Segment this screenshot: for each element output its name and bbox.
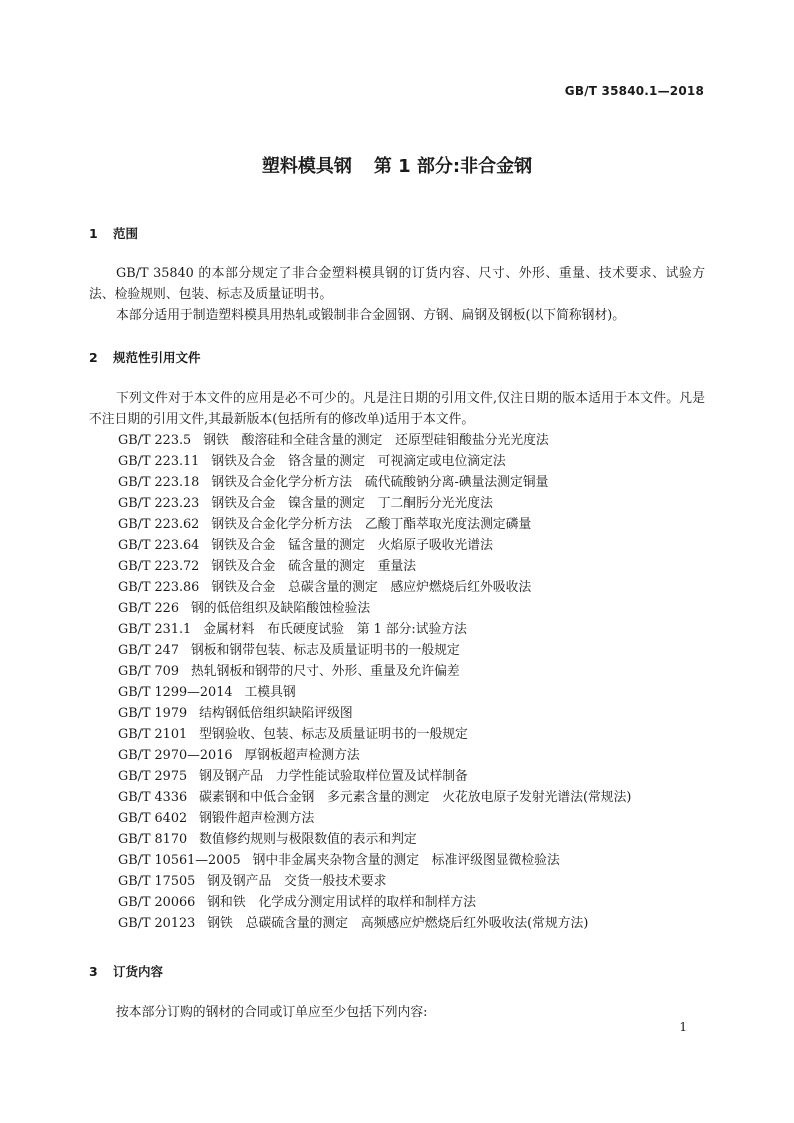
section-title: 规范性引用文件 (113, 350, 201, 365)
reference-code: GB/T 2975 (118, 769, 188, 784)
standard-number: GB/T 35840.1—2018 (564, 84, 704, 98)
reference-item (118, 829, 631, 850)
section-heading-order-content (89, 962, 163, 980)
reference-title: 结构钢低倍组织缺陷评级图 (199, 706, 353, 721)
document-title (0, 152, 794, 178)
reference-code: GB/T 223.11 (118, 454, 200, 469)
reference-item (118, 787, 631, 808)
reference-item (118, 661, 631, 682)
reference-item (118, 871, 631, 892)
reference-title: 钢铁 总碳硫含量的测定 高频感应炉燃烧后红外吸收法(常规方法) (207, 916, 589, 931)
reference-item (118, 556, 631, 577)
section-number: 3 (89, 964, 98, 979)
reference-title: 钢及钢产品 交货一般技术要求 (207, 874, 387, 889)
page-number: 1 (679, 1020, 687, 1034)
reference-title: 钢的低倍组织及缺陷酸蚀检验法 (190, 601, 371, 616)
reference-code: GB/T 223.5 (118, 433, 192, 448)
reference-item (118, 892, 631, 913)
reference-title: 热轧钢板和钢带的尺寸、外形、重量及允许偏差 (190, 664, 460, 679)
reference-code: GB/T 4336 (118, 790, 188, 805)
reference-item (118, 430, 631, 451)
section-title: 范围 (113, 226, 139, 241)
reference-code: GB/T 17505 (118, 874, 196, 889)
reference-code: GB/T 10561—2005 (118, 853, 241, 868)
reference-code: GB/T 231.1 (118, 622, 192, 637)
section-heading-normative-references (89, 348, 201, 366)
reference-title: 钢及钢产品 力学性能试验取样位置及试样制备 (199, 769, 468, 784)
reference-title: 钢铁及合金化学分析方法 乙酸丁酯萃取光度法测定磷量 (211, 517, 532, 532)
reference-code: GB/T 223.72 (118, 559, 200, 574)
reference-item (118, 472, 631, 493)
reference-title: 钢板和钢带包装、标志及质量证明书的一般规定 (190, 643, 460, 658)
reference-title: 数值修约规则与极限数值的表示和判定 (199, 832, 417, 847)
reference-title: 钢铁及合金 硫含量的测定 重量法 (211, 559, 417, 574)
reference-title: 钢锻件超声检测方法 (199, 811, 315, 826)
reference-title: 金属材料 布氏硬度试验 第 1 部分:试验方法 (203, 622, 467, 637)
reference-title: 钢中非金属夹杂物含量的测定 标准评级图显微检验法 (252, 853, 560, 868)
section-title: 订货内容 (113, 964, 164, 979)
reference-item (118, 808, 631, 829)
reference-title: 工模具钢 (244, 685, 296, 700)
reference-list (118, 430, 631, 934)
reference-item (118, 640, 631, 661)
title-main: 塑料模具钢 (261, 156, 352, 177)
reference-item (118, 598, 631, 619)
reference-code: GB/T 223.18 (118, 475, 200, 490)
title-part: 第 1 部分:非合金钢 (373, 156, 533, 177)
section-number: 1 (89, 226, 98, 241)
reference-code: GB/T 223.86 (118, 580, 200, 595)
reference-item (118, 619, 631, 640)
reference-code: GB/T 20066 (118, 895, 196, 910)
reference-title: 厚钢板超声检测方法 (244, 748, 360, 763)
scope-paragraph-2: 本部分适用于制造塑料模具用热轧或锻制非合金圆钢、方钢、扁钢及钢板(以下简称钢材)。 (116, 308, 626, 323)
reference-item (118, 577, 631, 598)
reference-code: GB/T 709 (118, 664, 179, 679)
reference-code: GB/T 1979 (118, 706, 188, 721)
reference-title: 碳素钢和中低合金钢 多元素含量的测定 火花放电原子发射光谱法(常规法) (199, 790, 632, 805)
reference-item (118, 682, 631, 703)
reference-title: 钢和铁 化学成分测定用试样的取样和制样方法 (207, 895, 476, 910)
reference-item (118, 766, 631, 787)
reference-item (118, 493, 631, 514)
reference-item (118, 724, 631, 745)
reference-item (118, 745, 631, 766)
reference-title: 钢铁及合金 镍含量的测定 丁二酮肟分光光度法 (211, 496, 493, 511)
reference-code: GB/T 226 (118, 601, 179, 616)
reference-code: GB/T 1299—2014 (118, 685, 233, 700)
section-number: 2 (89, 350, 98, 365)
reference-item (118, 514, 631, 535)
reference-code: GB/T 6402 (118, 811, 188, 826)
reference-code: GB/T 247 (118, 643, 179, 658)
reference-code: GB/T 20123 (118, 916, 196, 931)
reference-title: 钢铁及合金 铬含量的测定 可视滴定或电位滴定法 (211, 454, 506, 469)
section-heading-scope (89, 224, 138, 242)
reference-title: 钢铁及合金 总碳含量的测定 感应炉燃烧后红外吸收法 (211, 580, 532, 595)
reference-title: 钢铁 酸溶硅和全硅含量的测定 还原型硅钼酸盐分光光度法 (203, 433, 549, 448)
reference-item (118, 913, 631, 934)
reference-item (118, 535, 631, 556)
order-content-paragraph: 按本部分订购的钢材的合同或订单应至少包括下列内容: (116, 1005, 428, 1020)
scope-paragraph-1: GB/T 35840 的本部分规定了非合金塑料模具钢的订货内容、尺寸、外形、重量、技术要求、试验方法、检验规则、包装、标志及质量证明书。 (89, 266, 705, 302)
reference-title: 型钢验收、包装、标志及质量证明书的一般规定 (199, 727, 468, 742)
reference-item (118, 850, 631, 871)
reference-title: 钢铁及合金 锰含量的测定 火焰原子吸收光谱法 (211, 538, 493, 553)
reference-code: GB/T 2101 (118, 727, 188, 742)
reference-code: GB/T 223.64 (118, 538, 200, 553)
reference-code: GB/T 223.62 (118, 517, 200, 532)
reference-title: 钢铁及合金化学分析方法 硫代硫酸钠分离-碘量法测定铜量 (211, 475, 549, 490)
reference-item (118, 703, 631, 724)
references-intro: 下列文件对于本文件的应用是必不可少的。凡是注日期的引用文件,仅注日期的版本适用于本文件。凡是不注日期的引用文件,其最新版本(包括所有的修改单)适用于本文件。 (89, 391, 705, 427)
reference-code: GB/T 8170 (118, 832, 188, 847)
reference-code: GB/T 2970—2016 (118, 748, 233, 763)
reference-code: GB/T 223.23 (118, 496, 200, 511)
reference-item (118, 451, 631, 472)
